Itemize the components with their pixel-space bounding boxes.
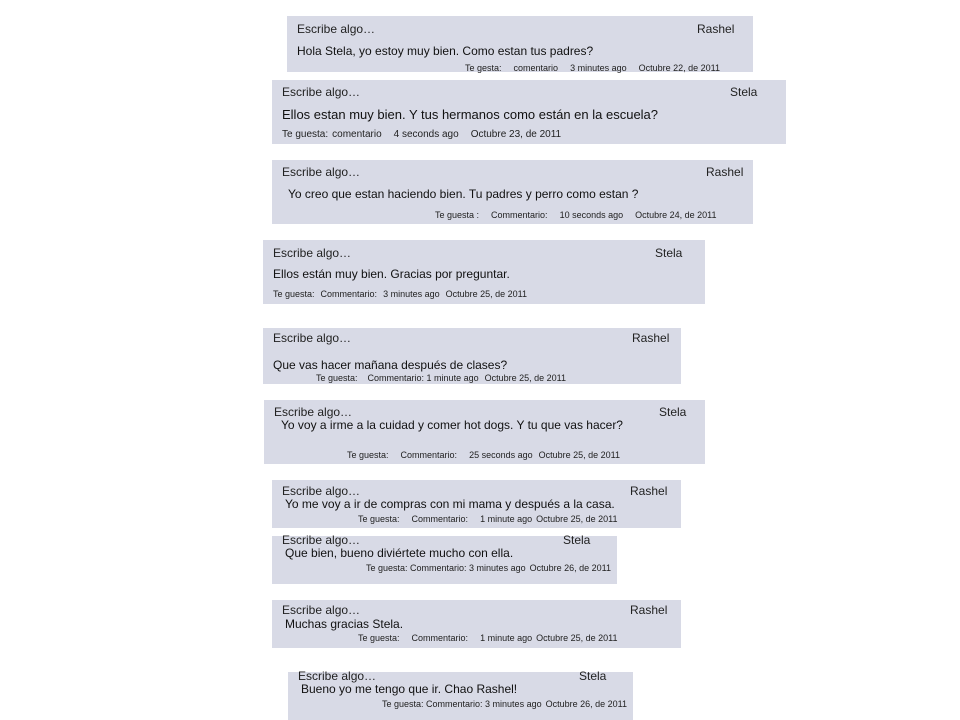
post-meta <box>382 699 627 709</box>
chat-post <box>263 328 681 384</box>
post-date: Octubre 22, de 2011 <box>638 63 721 73</box>
author-name[interactable]: Rashel <box>630 484 668 498</box>
author-name[interactable]: Stela <box>579 669 607 683</box>
chat-post <box>272 480 681 528</box>
comment-link[interactable]: comentario <box>513 63 559 73</box>
post-meta <box>347 450 620 460</box>
post-message: Yo voy a irme a la cuidad y comer hot dogs. Y tu que vas hacer? <box>281 418 623 432</box>
author-name[interactable]: Rashel <box>706 165 744 179</box>
post-date: Octubre 24, de 2011 <box>635 210 717 220</box>
author-name[interactable]: Rashel <box>630 603 668 617</box>
chat-post <box>264 400 705 464</box>
write-something-input[interactable]: Escribe algo… <box>282 85 361 99</box>
write-something-input[interactable]: Escribe algo… <box>282 484 361 498</box>
comment-link[interactable]: Commentario: 1 minute ago <box>367 373 479 383</box>
post-message: Ellos estan muy bien. Y tus hermanos como están en la escuela? <box>282 107 659 122</box>
post-date: Octubre 25, de 2011 <box>536 633 618 643</box>
author-name[interactable]: Stela <box>659 405 687 419</box>
post-date: Octubre 25, de 2011 <box>538 450 621 460</box>
post-time: 1 minute ago <box>480 633 533 643</box>
post-meta <box>316 373 566 383</box>
post-time: 25 seconds ago <box>469 450 533 460</box>
chat-post <box>263 240 705 304</box>
chat-post <box>288 669 633 720</box>
post-time: 1 minute ago <box>480 514 533 524</box>
chat-post <box>272 533 617 584</box>
post-time: 3 minutes ago <box>570 63 627 73</box>
post-message: Que vas hacer mañana después de clases? <box>273 358 508 372</box>
post-time: 4 seconds ago <box>393 129 459 140</box>
write-something-input[interactable]: Escribe algo… <box>274 405 353 419</box>
chat-post <box>272 160 753 224</box>
post-date: Octubre 26, de 2011 <box>529 563 611 573</box>
author-name[interactable]: Stela <box>563 533 591 547</box>
post-message: Yo creo que estan haciendo bien. Tu padres y perro como estan ? <box>288 187 639 201</box>
write-something-input[interactable]: Escribe algo… <box>273 246 352 260</box>
comment-link[interactable]: Commentario: <box>411 633 469 643</box>
post-time: 10 seconds ago <box>559 210 624 220</box>
comment-link[interactable]: Commentario: <box>400 450 458 460</box>
chat-post <box>287 16 753 72</box>
chat-post <box>272 80 786 144</box>
post-time: 3 minutes ago <box>383 289 440 299</box>
comment-link[interactable]: Commentario: <box>320 289 378 299</box>
post-meta <box>273 289 527 299</box>
write-something-input[interactable]: Escribe algo… <box>298 669 377 683</box>
write-something-input[interactable]: Escribe algo… <box>282 165 361 179</box>
write-something-input[interactable]: Escribe algo… <box>282 533 361 547</box>
like-link[interactable]: Te guesta: Commentario: 3 minutes ago <box>382 699 542 709</box>
post-meta <box>465 63 720 73</box>
like-link[interactable]: Te guesta: <box>273 289 315 299</box>
post-message: Yo me voy a ir de compras con mi mama y después a la casa. <box>285 497 615 511</box>
like-link[interactable]: Te guesta: <box>282 129 329 140</box>
like-link[interactable]: Te guesta: <box>358 633 400 643</box>
post-meta <box>435 210 717 220</box>
post-date: Octubre 25, de 2011 <box>445 289 528 299</box>
like-link[interactable]: Te guesta: Commentario: 3 minutes ago <box>366 563 526 573</box>
author-name[interactable]: Rashel <box>697 22 735 36</box>
post-message: Muchas gracias Stela. <box>285 617 404 631</box>
post-meta <box>358 514 618 524</box>
comment-link[interactable]: comentario <box>332 129 382 140</box>
chat-post <box>272 600 681 648</box>
post-meta <box>366 563 611 573</box>
write-something-input[interactable]: Escribe algo… <box>297 22 376 36</box>
post-date: Octubre 26, de 2011 <box>545 699 627 709</box>
write-something-input[interactable]: Escribe algo… <box>282 603 361 617</box>
like-link[interactable]: Te guesta : <box>435 210 480 220</box>
post-message: Que bien, bueno diviértete mucho con ella. <box>285 546 514 560</box>
like-link[interactable]: Te guesta: <box>358 514 400 524</box>
like-link[interactable]: Te guesta: <box>347 450 389 460</box>
like-link[interactable]: Te guesta: <box>316 373 358 383</box>
author-name[interactable]: Stela <box>655 246 683 260</box>
post-date: Octubre 25, de 2011 <box>484 373 566 383</box>
comment-link[interactable]: Commentario: <box>411 514 469 524</box>
comment-link[interactable]: Commentario: <box>491 210 548 220</box>
post-date: Octubre 23, de 2011 <box>470 129 562 140</box>
post-message: Bueno yo me tengo que ir. Chao Rashel! <box>301 682 518 696</box>
post-date: Octubre 25, de 2011 <box>536 514 618 524</box>
write-something-input[interactable]: Escribe algo… <box>273 331 352 345</box>
like-link[interactable]: Te gesta: <box>465 63 502 73</box>
author-name[interactable]: Stela <box>730 85 758 99</box>
author-name[interactable]: Rashel <box>632 331 670 345</box>
post-meta <box>282 129 561 140</box>
post-message: Hola Stela, yo estoy muy bien. Como estan tus padres? <box>297 44 594 58</box>
post-meta <box>358 633 618 643</box>
post-message: Ellos están muy bien. Gracias por preguntar. <box>273 267 510 281</box>
